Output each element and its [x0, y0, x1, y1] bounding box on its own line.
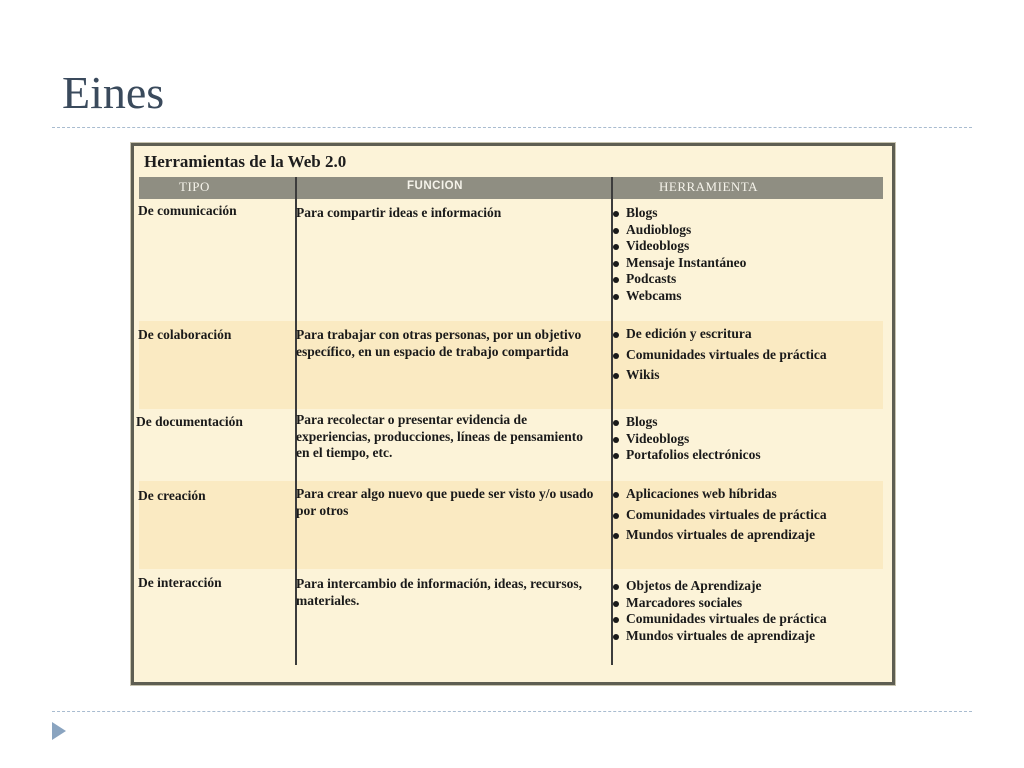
- table-heading: Herramientas de la Web 2.0: [144, 152, 347, 171]
- herramientas-cell: [610, 326, 876, 384]
- list-item: Wikis: [610, 367, 876, 384]
- list-item: Mundos virtuales de aprendizaje: [610, 628, 876, 645]
- list-item: Mensaje Instantáneo: [610, 255, 876, 272]
- list-item: Mundos virtuales de aprendizaje: [610, 527, 876, 544]
- herramientas-cell: [610, 205, 876, 304]
- herramientas-cell: [610, 414, 876, 464]
- header-tipo: TIPO: [179, 179, 210, 194]
- list-item: Audioblogs: [610, 222, 876, 239]
- funcion-cell: Para trabajar con otras personas, por un objetivo específico, en un espacio de trabajo compartida: [296, 327, 582, 359]
- slide-title: Eines: [62, 67, 165, 118]
- list-item: Portafolios electrónicos: [610, 447, 876, 464]
- herramientas-cell: [610, 486, 876, 544]
- funcion-cell: Para crear algo nuevo que puede ser visto y/o usado por otros: [296, 486, 594, 518]
- tipo-cell: De documentación: [136, 414, 243, 429]
- list-item: Blogs: [610, 205, 876, 222]
- funcion-cell: Para compartir ideas e información: [296, 205, 502, 220]
- triangle-bullet-icon: [52, 722, 66, 740]
- list-item: Aplicaciones web híbridas: [610, 486, 876, 503]
- table-header: [139, 177, 883, 199]
- list-item: Webcams: [610, 288, 876, 305]
- list-item: Comunidades virtuales de práctica: [610, 507, 876, 524]
- header-herramienta: HERRAMIENTA: [659, 179, 759, 194]
- title-divider: [52, 127, 972, 128]
- header-funcion: FUNCION: [407, 180, 463, 192]
- list-item: De edición y escritura: [610, 326, 876, 343]
- funcion-cell: Para intercambio de información, ideas, recursos, materiales.: [296, 576, 582, 608]
- list-item: Videoblogs: [610, 238, 876, 255]
- footer-divider: [52, 711, 972, 712]
- tipo-cell: De creación: [138, 488, 206, 503]
- tipo-cell: De comunicación: [138, 203, 237, 218]
- list-item: Videoblogs: [610, 431, 876, 448]
- tipo-cell: De interacción: [138, 575, 222, 590]
- web20-tools-table: [131, 143, 895, 685]
- list-item: Comunidades virtuales de práctica: [610, 611, 876, 628]
- tipo-cell: De colaboración: [138, 327, 232, 342]
- herramientas-cell: [610, 578, 876, 644]
- list-item: Comunidades virtuales de práctica: [610, 347, 876, 364]
- funcion-cell: Para recolectar o presentar evidencia de experiencias, producciones, líneas de pensamiento en el tiempo, etc.: [296, 412, 584, 460]
- list-item: Blogs: [610, 414, 876, 431]
- list-item: Podcasts: [610, 271, 876, 288]
- list-item: Objetos de Aprendizaje: [610, 578, 876, 595]
- list-item: Marcadores sociales: [610, 595, 876, 612]
